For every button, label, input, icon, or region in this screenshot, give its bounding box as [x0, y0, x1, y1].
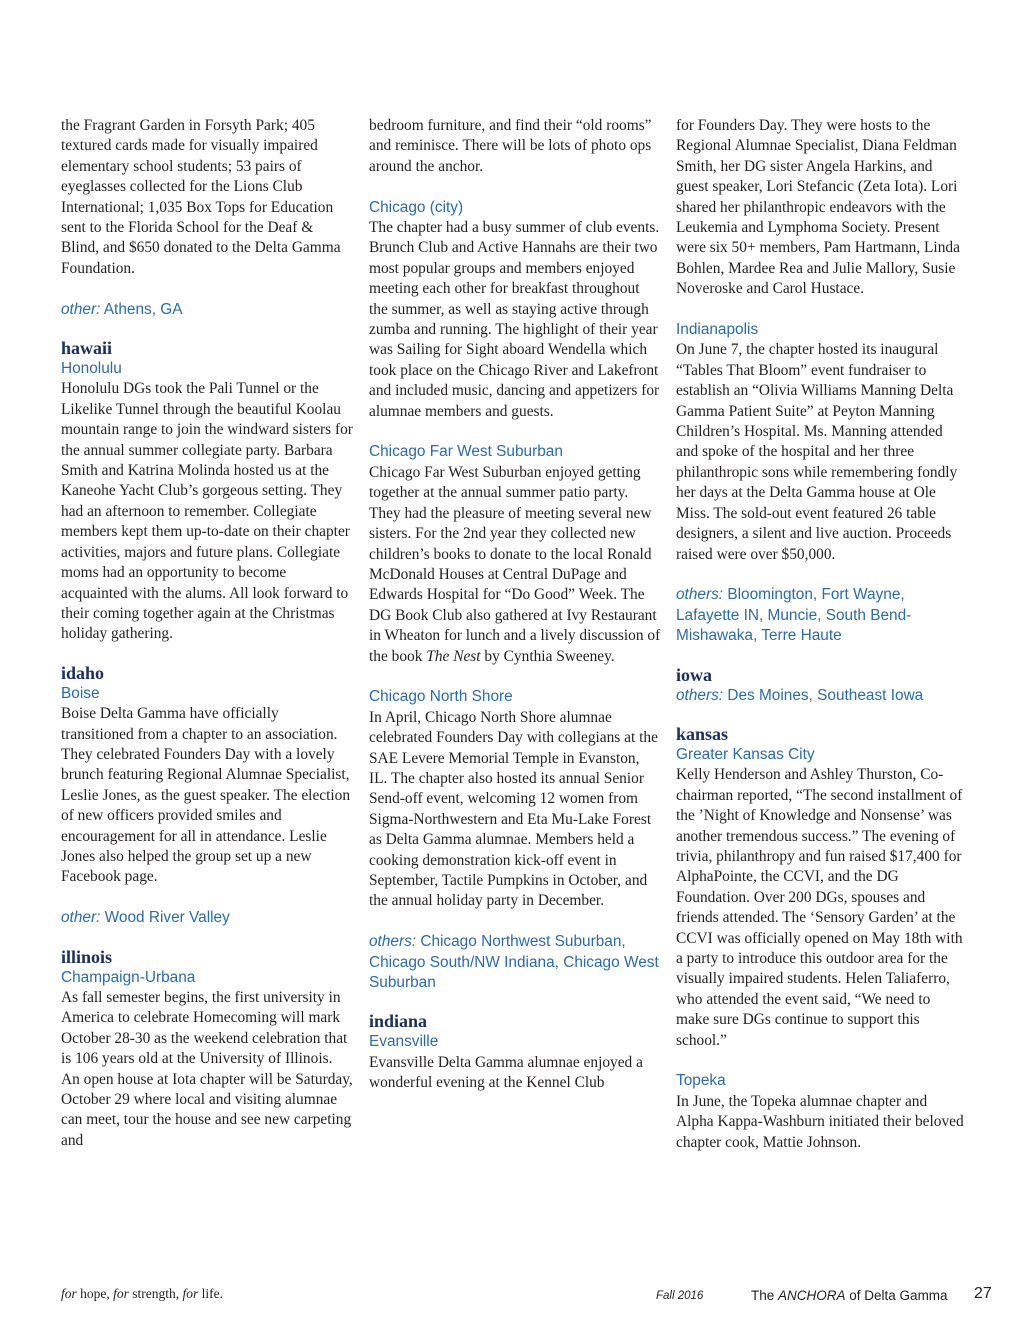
- tagline-life: life.: [198, 1286, 224, 1301]
- other-value: Bloomington, Fort Wayne, Lafayette IN, Muncie, South Bend-Mishawaka, Terre Haute: [676, 586, 912, 645]
- other-prefix: others:: [676, 686, 724, 704]
- tagline-hope: hope,: [76, 1286, 114, 1301]
- other-value: Des Moines, Southeast Iowa: [723, 686, 924, 704]
- body-text: In April, Chicago North Shore alumnae celebrated Founders Day with collegians at the SAE Levere Memorial Temple in Evanston, IL. The chapter also hosted its annual Senior Send-off event, welcoming 12 women from Sigma-Northwestern and Eta Mu-Lake Forest as Delta Gamma alumnae. Members held a cooking demonstration kick-off event in September, Tactile Pumpkins in October, and the annual holiday party in December.: [369, 708, 658, 910]
- body-text: Evansville Delta Gamma alumnae enjoyed a wonderful evening at the Kennel Club: [369, 1053, 643, 1092]
- other-prefix: others:: [369, 933, 417, 951]
- column-1: [61, 116, 353, 1151]
- state-heading-iowa: iowa: [676, 664, 712, 685]
- chapter-title-chicago-north-shore: Chicago North Shore: [369, 688, 513, 706]
- body-text: bedroom furniture, and find their “old rooms” and reminisce. There will be lots of photo ops around the anchor.: [369, 117, 652, 175]
- page-number: 27: [974, 1285, 992, 1302]
- other-chapters: [676, 686, 966, 706]
- magazine-name-anchora: ANCHORA: [778, 1288, 846, 1303]
- magazine-name-rest: of Delta Gamma: [845, 1288, 948, 1303]
- body-text: Boise Delta Gamma have officially transitioned from a chapter to an association. They celebrated Founders Day with a lovely brunch featuring Regional Alumnae Specialist, Leslie Jones, as the guest speaker. The election of new officers provided smiles and encouragement for all in attendance. Leslie Jones also helped the group set up a new Facebook page.: [61, 705, 351, 886]
- other-chapters: [61, 908, 353, 928]
- body-text: On June 7, the chapter hosted its inaugural “Tables That Bloom” event fundraiser to establish an “Olivia Williams Manning Delta Gamma Patient Suite” at Peyton Manning Children’s Hospital. Ms. Manning attended and spoke of the hospital and her three philanthropic sons while remembering fondly her days at the Delta Gamma house at Ole Miss. The sold-out event featured 26 table designers, a silent and live auction. Proceeds raised were over $50,000.: [676, 341, 958, 563]
- body-text: [369, 463, 661, 667]
- other-chapters: [676, 585, 966, 646]
- state-heading-hawaii: hawaii: [61, 338, 113, 359]
- issue-date: Fall 2016: [656, 1290, 704, 1302]
- column-2: [369, 116, 661, 1094]
- chapter-title-honolulu: Honolulu: [61, 360, 122, 378]
- body-text-part: Chicago Far West Suburban enjoyed getting together at the annual summer patio party. They had the pleasure of meeting several new sisters. For the 2nd year they collected new children’s books to donate to the local Ronald McDonald Houses at Central DuPage and Edwards Hospital for “Do Good” Week. The DG Book Club also gathered at Ivy Restaurant in Wheaton for lunch and a lively discussion of the book: [369, 463, 661, 665]
- tagline-for: for: [113, 1286, 129, 1301]
- chapter-title-champaign-urbana: Champaign-Urbana: [61, 968, 196, 986]
- chapter-title-boise: Boise: [61, 684, 100, 702]
- chapter-title-topeka: Topeka: [676, 1072, 726, 1090]
- other-prefix: other:: [61, 300, 101, 318]
- body-text-part: by Cynthia Sweeney.: [480, 647, 615, 665]
- chapter-title-chicago: Chicago (city): [369, 198, 464, 216]
- tagline-for: for: [61, 1286, 77, 1301]
- state-heading-idaho: idaho: [61, 662, 105, 683]
- other-prefix: others:: [676, 586, 724, 604]
- chapter-title-chicago-far-west: Chicago Far West Suburban: [369, 443, 563, 461]
- column-3: [676, 116, 966, 1153]
- state-heading-illinois: illinois: [61, 946, 113, 967]
- magazine-name: [751, 1288, 948, 1303]
- other-value: Chicago Northwest Suburban, Chicago South/NW Indiana, Chicago West Suburban: [369, 933, 659, 991]
- body-text: Honolulu DGs took the Pali Tunnel or the Likelike Tunnel through the beautiful Koolau mountain range to join the windward sisters for the annual summer collegiate party. Barbara Smith and Katrina Molinda hosted us at the Kaneohe Yacht Club’s gorgeous setting. They had an afternoon to remember. Collegiate members kept them up-to-date on their chapter activities, majors and future plans. Collegiate moms had an opportunity to become acquainted with the alums. All look forward to their coming together again at the Christmas holiday gathering.: [61, 380, 353, 643]
- other-prefix: other:: [61, 909, 101, 927]
- magazine-name-the: The: [751, 1288, 779, 1303]
- chapter-title-indianapolis: Indianapolis: [676, 321, 759, 339]
- state-heading-indiana: indiana: [369, 1011, 428, 1032]
- chapter-title-greater-kansas-city: Greater Kansas City: [676, 745, 815, 763]
- body-text: The chapter had a busy summer of club events. Brunch Club and Active Hannahs are their two most popular groups and members enjoyed meeting each other for breakfast throughout the summer, as well as staying active through zumba and running. The highlight of their year was Sailing for Sight aboard Wendella which took place on the Chicago River and Lakefront and included music, dancing and appetizers for alumnae members and guests.: [369, 219, 660, 420]
- chapter-title-evansville: Evansville: [369, 1033, 439, 1051]
- book-title: The Nest: [426, 647, 481, 665]
- other-chapters: [369, 932, 661, 993]
- body-text: Kelly Henderson and Ashley Thurston, Co-chairman reported, “The second installment of the ’Night of Knowledge and Nonsense’ was another tremendous success.” The evening of trivia, philanthropy and fun raised $17,400 for AlphaPointe, the CCVI, and the DG Foundation. Over 200 DGs, spouses and friends attended. The ‘Sensory Garden’ at the CCVI was officially opened on May 18th with a party to introduce this outdoor area for the visually impaired students. Helen Taliaferro, who attended the event said, “We need to make sure DGs continue to support this school.”: [676, 766, 963, 1049]
- body-text: for Founders Day. They were hosts to the Regional Alumnae Specialist, Diana Feldman Smith, her DG sister Angela Harkins, and guest speaker, Lori Stefancic (Zeta Iota). Lori shared her philanthropic endeavors with the Leukemia and Lymphoma Society. Present were six 50+ members, Pam Hartmann, Linda Bohlen, Mardee Rea and Julie Mallory, Susie Noveroske and Carol Hustace.: [676, 117, 960, 298]
- body-text: As fall semester begins, the first university in America to celebrate Homecoming will mark October 28-30 as the weekend celebration that is 106 years old at the University of Illinois. An open house at Iota chapter will be Saturday, October 29 where local and visiting alumnae can meet, tour the house and see new carpeting and: [61, 989, 353, 1149]
- body-text: In June, the Topeka alumnae chapter and Alpha Kappa-Washburn initiated their beloved chapter cook, Mattie Johnson.: [676, 1092, 964, 1151]
- footer-tagline: [61, 1286, 223, 1302]
- other-chapters: [61, 300, 353, 320]
- state-heading-kansas: kansas: [676, 723, 729, 744]
- other-value: Athens, GA: [100, 300, 183, 318]
- tagline-for: for: [182, 1286, 199, 1301]
- body-text: the Fragrant Garden in Forsyth Park; 405 textured cards made for visually impaired elementary school students; 53 pairs of eyeglasses collected for the Lions Club International; 1,035 Box Tops for Education sent to the Florida School for the Deaf & Blind, and $650 donated to the Delta Gamma Foundation.: [61, 117, 341, 277]
- tagline-strength: strength,: [128, 1286, 183, 1301]
- other-value: Wood River Valley: [100, 909, 230, 927]
